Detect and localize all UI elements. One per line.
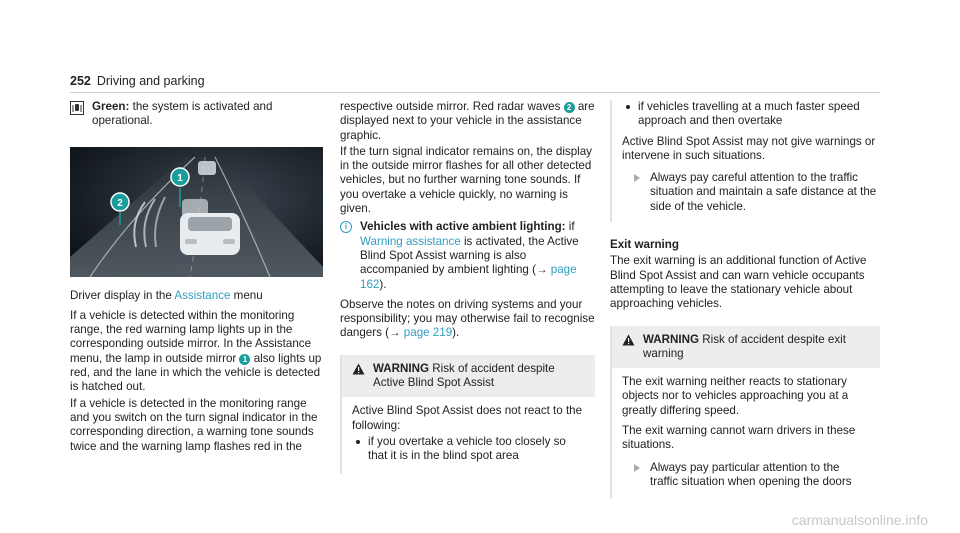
paragraph-turn-signal: If a vehicle is detected in the monitoring range and you switch on the turn signal indicator in the corresponding direction, a warning tone sounds twice and the warning lamp flashes red in the [70,396,318,453]
exit-warning-text: The exit warning is an additional function of Active Blind Spot Assist and can warn vehicle occupants attempting to leave the stationary vehicle about approaching vehicles. [610,254,867,311]
page-number: 252 [70,74,91,88]
warning-triangle-icon [622,334,635,346]
column-2 [340,100,595,474]
warning-header: WARNING Risk of accident despite Active Blind Spot Assist [342,355,595,398]
paragraph-detection: If a vehicle is detected within the monitoring range, the red warning lamp lights up in the corresponding outside mirror. In the Assistance menu, the lamp in outside mirror 1 also lights up red, and the lane in which the vehicle is detected is hatched out. [70,308,322,394]
badge-2-label: 2 [117,197,123,209]
paragraph-radar: respective outside mirror. Red radar waves 2 are displayed next to your vehicle in the assistance graphic. [340,100,595,142]
callout-badge-1: 1 [239,354,250,365]
blind-spot-icon [70,101,84,115]
header-divider [70,92,880,93]
assistance-display-image [70,147,323,277]
section-title: Driving and parking [96,74,205,88]
info-icon: i [340,221,352,233]
paragraph-no-warning: Active Blind Spot Assist may not give warnings or intervene in such situations. [622,134,876,162]
exit-warning-heading: Exit warning [610,238,679,252]
warning-triangle-icon [352,363,365,375]
warning-body: The exit warning neither reacts to stationary objects nor to vehicles approaching you at a greatly differing speed. [622,375,849,417]
arrow-icon [634,464,640,472]
list-item: if you overtake a vehicle too closely so that it is in the blind spot area [352,435,585,464]
column-3 [610,100,880,499]
badge-1-label: 1 [177,172,183,184]
list-item: if vehicles travelling at a much faster speed approach and then overtake [622,100,880,129]
arrow-icon [634,174,640,182]
page-ref-162[interactable]: page 162 [360,263,577,291]
warning-body: Active Blind Spot Assist does not react to the following: [352,404,583,432]
ambient-lighting-note: i Vehicles with active ambient lighting: if Warning assistance is activated, the Active Blind Spot Assist warning is also accompanied by ambient lighting (→ page 162). [340,220,595,291]
instruction-item: Always pay particular attention to the traffic situation when opening the doors [622,461,870,490]
assistance-link[interactable]: Assistance [174,288,231,302]
paragraph-observe: Observe the notes on driving systems and your responsibility; you may otherwise fail to recognise dangers (→ page 219). [340,297,595,340]
warning-assistance-link[interactable]: Warning assistance [360,234,461,248]
running-header [70,74,205,88]
warning-box-continued [610,100,880,222]
warning-box-exit [610,326,880,500]
watermark: carmanualsonline.info [791,511,928,528]
arrow-icon: → [388,326,401,340]
arrow-icon: → [535,263,548,277]
paragraph-indicator: If the turn signal indicator remains on, the display in the outside mirror flashes for all other detected vehicles, but no further warning tone sounds. If you overtake a vehicle quickly, no warning is given. [340,144,592,216]
instruction-item: Always pay careful attention to the traffic situation and maintain a safe distance at the side of the vehicle. [622,171,880,214]
warning-header: WARNING Risk of accident despite exit warning [612,326,880,369]
status-green-text: Green: the system is activated and operational. [92,100,273,128]
image-caption: Driver display in the Assistance menu [70,288,263,302]
status-green-row [70,100,326,129]
page-ref-219[interactable]: page 219 [400,326,453,340]
callout-badge-2: 2 [564,102,575,113]
warning-body-2: The exit warning cannot warn drivers in these situations. [622,424,856,452]
column-1 [70,100,326,456]
warning-box-blind-spot [340,355,595,474]
